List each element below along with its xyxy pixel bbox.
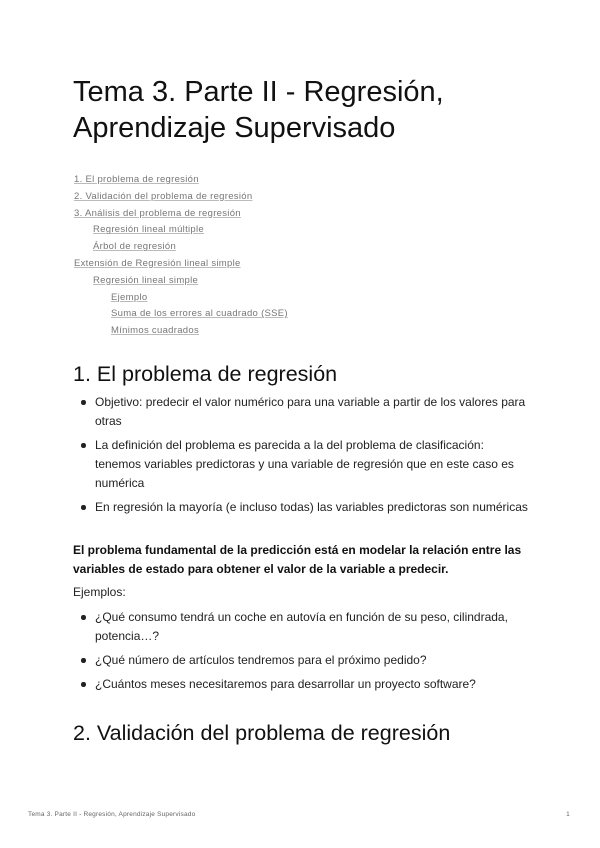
toc-link[interactable]: Ejemplo: [111, 291, 148, 303]
list-item: Objetivo: predecir el valor numérico para una variable a partir de los valores para otras: [80, 393, 530, 431]
list-item: ¿Qué número de artículos tendremos para el próximo pedido?: [80, 651, 530, 670]
bullet-list: [80, 393, 530, 522]
list-item: ¿Cuántos meses necesitaremos para desarrollar un proyecto software?: [80, 675, 530, 694]
page-number: 1: [566, 811, 570, 818]
toc-link[interactable]: Árbol de regresión: [93, 241, 177, 253]
section-heading: 1. El problema de regresión: [73, 362, 338, 386]
footer-title: Tema 3. Parte II - Regresión, Aprendizaje Supervisado: [28, 811, 196, 818]
list-item: La definición del problema es parecida a la del problema de clasificación: tenemos variables predictoras y una variable de regresión que en este caso es numérica: [80, 436, 530, 493]
toc-link[interactable]: 2. Validación del problema de regresión: [74, 190, 253, 202]
toc-link[interactable]: Mínimos cuadrados: [111, 325, 199, 337]
section-heading: 2. Validación del problema de regresión: [73, 721, 451, 745]
page-footer: [28, 811, 572, 818]
toc-link[interactable]: Extensión de Regresión lineal simple: [74, 257, 241, 269]
toc-link[interactable]: 1. El problema de regresión: [74, 174, 199, 185]
toc-link[interactable]: Regresión lineal múltiple: [93, 224, 204, 236]
toc-link[interactable]: Regresión lineal simple: [93, 274, 199, 286]
key-statement: El problema fundamental de la predicción está en modelar la relación entre las variables de estado para obtener el valor de la variable a predecir.: [73, 543, 522, 576]
list-item: ¿Qué consumo tendrá un coche en autovía en función de su peso, cilindrada, potencia…?: [80, 608, 530, 646]
examples-label: Ejemplos:: [73, 585, 126, 599]
toc-link[interactable]: Suma de los errores al cuadrado (SSE): [111, 308, 288, 320]
toc-link[interactable]: 3. Análisis del problema de regresión: [74, 207, 241, 219]
examples-list: [80, 608, 530, 699]
page-title: Tema 3. Parte II - Regresión, Aprendizaje Supervisado: [73, 76, 444, 144]
table-of-contents: [74, 172, 288, 340]
list-item: En regresión la mayoría (e incluso todas) las variables predictoras son numéricas: [80, 498, 530, 517]
